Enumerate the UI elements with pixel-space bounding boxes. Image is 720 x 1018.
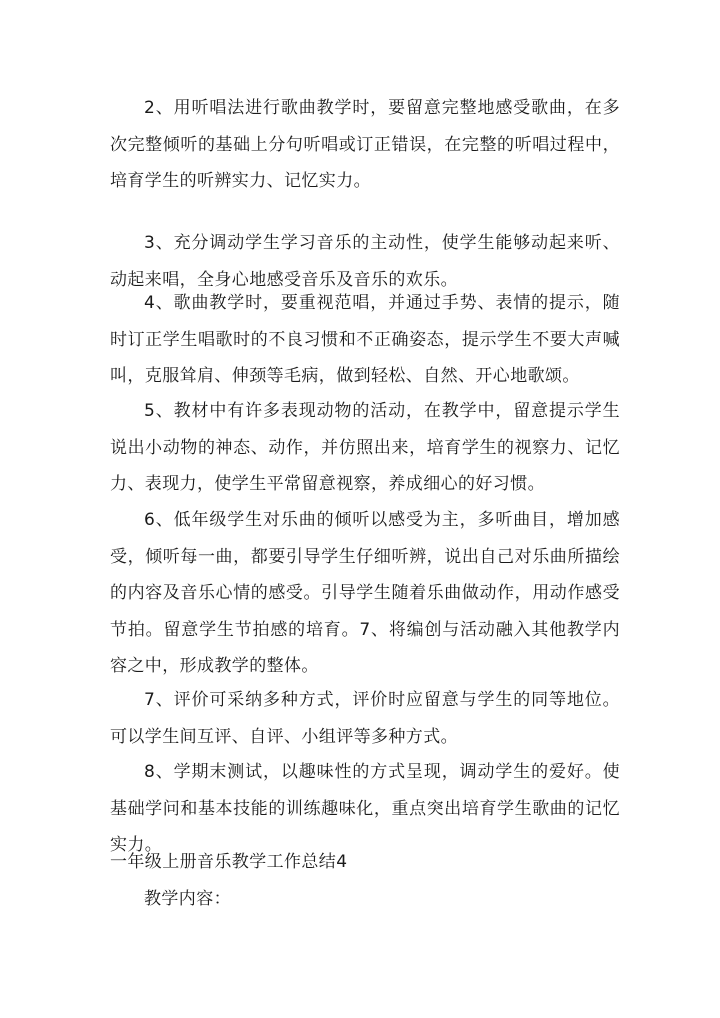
paragraph-3: 3、充分调动学生学习音乐的主动性，使学生能够动起来听、动起来唱，全身心地感受音乐及音乐的欢乐。: [110, 233, 620, 290]
paragraph-2: 2、用听唱法进行歌曲教学时，要留意完整地感受歌曲，在多次完整倾听的基础上分句听唱或订正错误，在完整的听唱过程中，培育学生的听辨实力、记忆实力。: [110, 98, 620, 191]
subsection-label: 教学内容：: [144, 889, 231, 909]
paragraph-7: 7、评价可采纳多种方式，评价时应留意与学生的同等地位。可以学生间互评、自评、小组评等多种方式。: [110, 690, 620, 747]
paragraph-4: 4、歌曲教学时，要重视范唱，并通过手势、表情的提示，随时订正学生唱歌时的不良习惯和不正确姿态，提示学生不要大声喊叫，克服耸肩、伸颈等毛病，做到轻松、自然、开心地歌颂。: [110, 293, 620, 386]
section-title: 一年级上册音乐教学工作总结4: [110, 852, 348, 872]
paragraph-6: 6、低年级学生对乐曲的倾听以感受为主，多听曲目，增加感受，倾听每一曲，都要引导学生仔细听辨，说出自己对乐曲所描绘的内容及音乐心情的感受。引导学生随着乐曲做动作，用动作感受节拍。留意学生节拍感的培育。7、将编创与活动融入其他教学内容之中，形成教学的整体。: [110, 510, 620, 676]
paragraph-8: 8、学期末测试，以趣味性的方式呈现，调动学生的爱好。使基础学问和基本技能的训练趣味化，重点突出培育学生歌曲的记忆实力。: [110, 762, 620, 855]
paragraph-5: 5、教材中有许多表现动物的活动，在教学中，留意提示学生说出小动物的神态、动作，并仿照出来，培育学生的视察力、记忆力、表现力，使学生平常留意视察，养成细心的好习惯。: [110, 401, 620, 494]
